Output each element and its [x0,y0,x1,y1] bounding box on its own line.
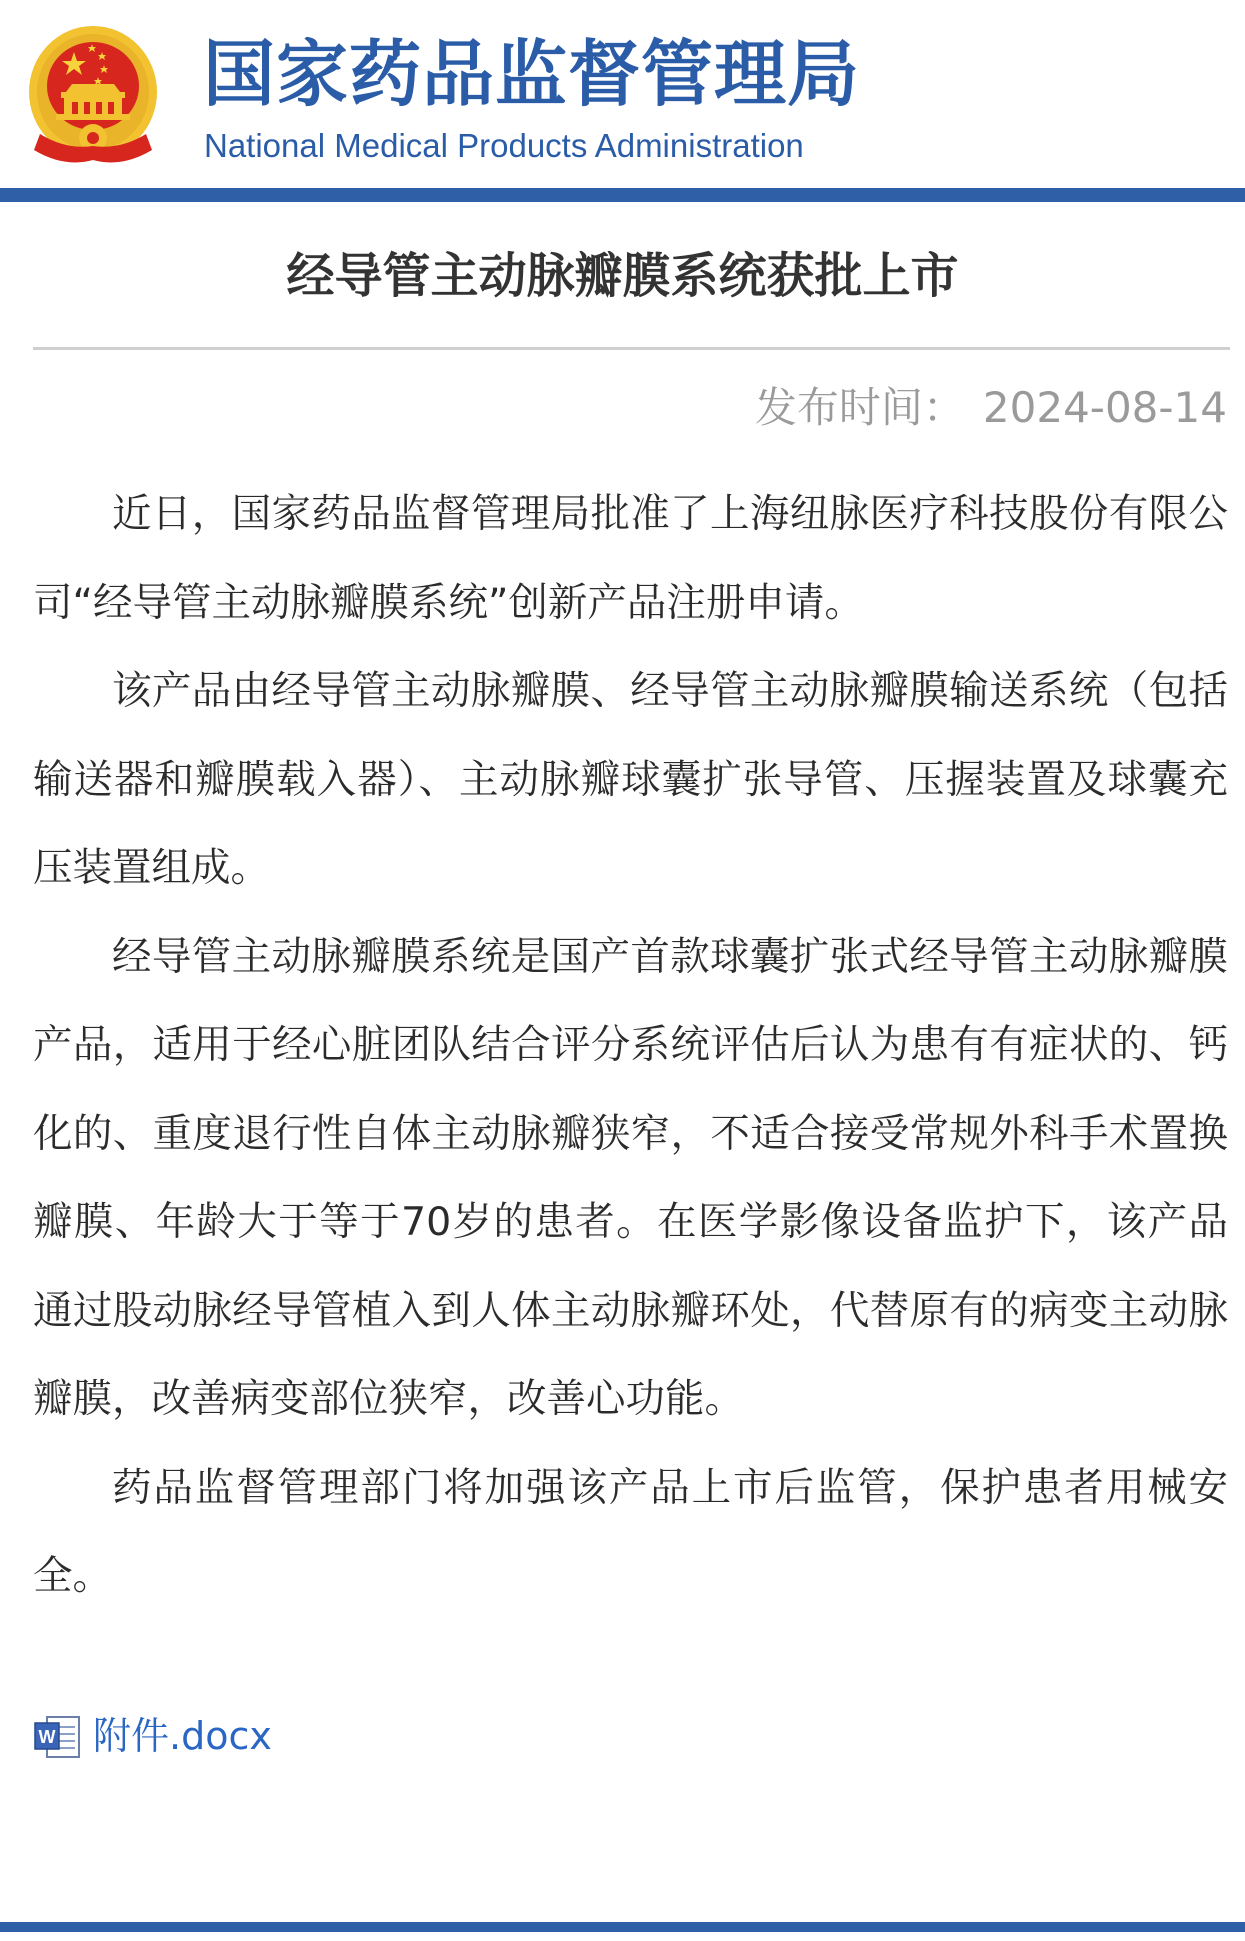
site-name-en: National Medical Products Administration [204,127,804,164]
header-divider [0,188,1245,202]
publish-label: 发布时间： [754,383,965,432]
article-body [33,470,1228,1621]
national-emblem-icon [26,22,160,168]
word-document-icon [33,1711,83,1761]
site-header [0,0,1245,190]
article-paragraph: 近日，国家药品监督管理局批准了上海纽脉医疗科技股份有限公司“经导管主动脉瓣膜系统”创新产品注册申请。 [33,491,1228,626]
article-paragraph: 该产品由经导管主动脉瓣膜、经导管主动脉瓣膜输送系统（包括输送器和瓣膜载入器）、主动脉瓣球囊扩张导管、压握装置及球囊充压装置组成。 [33,668,1228,891]
attachment-link[interactable]: 附件.docx [93,1714,272,1758]
article-paragraph: 药品监督管理部门将加强该产品上市后监管，保护患者用械安全。 [33,1464,1228,1599]
publish-date: 2024-08-14 [982,383,1227,432]
title-divider [33,347,1230,350]
article-paragraph: 经导管主动脉瓣膜系统是国产首款球囊扩张式经导管主动脉瓣膜产品，适用于经心脏团队结合评分系统评估后认为患有有症状的、钙化的、重度退行性自体主动脉瓣狭窄，不适合接受常规外科手术置换瓣膜、年龄大于等于70岁的患者。在医学影像设备监护下，该产品通过股动脉经导管植入到人体主动脉瓣环处，代替原有的病变主动脉瓣膜，改善病变部位狭窄，改善心功能。 [33,933,1228,1422]
publish-info [755,378,1227,438]
attachment[interactable] [33,1710,272,1762]
svg-text:W: W [38,1727,56,1747]
site-name-cn: 国家药品监督管理局 [203,32,861,116]
footer-divider [0,1922,1245,1932]
article-title: 经导管主动脉瓣膜系统获批上市 [286,248,959,304]
